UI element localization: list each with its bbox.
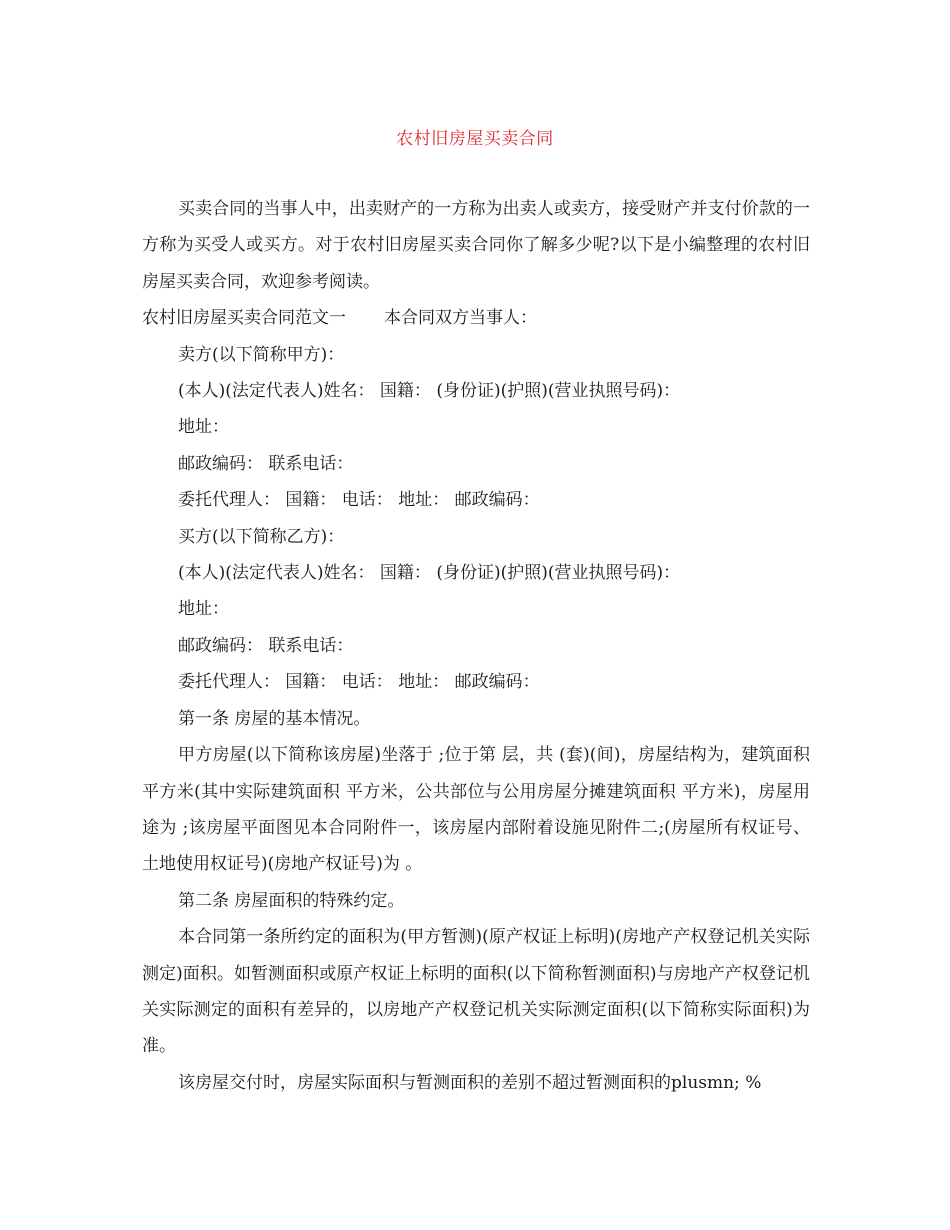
parties-heading: 本合同双方当事人：: [384, 308, 537, 329]
seller-address: 地址：: [178, 417, 229, 438]
sample-heading: 农村旧房屋买卖合同范文一: [142, 308, 346, 329]
article2-title: 第二条 房屋面积的特殊约定。: [178, 890, 405, 911]
article2-text: 本合同第一条所约定的面积为(甲方暂测)(原产权证上标明)(房地产产权登记机关实际测定)面积。如暂测面积或原产权证上标明的面积(以下简称暂测面积)与房地产产权登记机关实际测定的面积有差异的，以房地产产权登记机关实际测定面积(以下简称实际面积)为准。: [142, 927, 810, 1057]
article2-delivery: 该房屋交付时，房屋实际面积与暂测面积的差别不超过暂测面积的plusmn; %: [178, 1072, 762, 1093]
document-body: [142, 191, 810, 1101]
article1-title: 第一条 房屋的基本情况。: [178, 708, 371, 729]
buyer-address: 地址：: [178, 599, 229, 620]
seller-postal: 邮政编码： 联系电话：: [178, 453, 354, 474]
buyer-identity: (本人)(法定代表人)姓名： 国籍： (身份证)(护照)(营业执照号码)：: [178, 563, 681, 584]
intro-paragraph: 买卖合同的当事人中，出卖财产的一方称为出卖人或卖方，接受财产并支付价款的一方称为买受人或买方。对于农村旧房屋买卖合同你了解多少呢?以下是小编整理的农村旧房屋买卖合同，欢迎参考阅读。: [142, 199, 810, 292]
seller-agent: 委托代理人： 国籍： 电话： 地址： 邮政编码：: [178, 490, 540, 511]
buyer-label: 买方(以下简称乙方)：: [178, 526, 345, 547]
article1-text: 甲方房屋(以下简称该房屋)坐落于 ;位于第 层，共 (套)(间)，房屋结构为，建筑面积 平方米(其中实际建筑面积 平方米，公共部位与公用房屋分摊建筑面积 平方米)，房屋用途为 ;该房屋平面图见本合同附件一，该房屋内部附着设施见附件二;(房屋所有权证号、土地使用权证号)(房地产权证号)为 。: [142, 745, 810, 875]
sample-heading-line: [142, 300, 810, 336]
seller-label: 卖方(以下简称甲方)：: [178, 344, 345, 365]
document-title: 农村旧房屋买卖合同: [396, 129, 554, 149]
buyer-agent: 委托代理人： 国籍： 电话： 地址： 邮政编码：: [178, 672, 540, 693]
seller-identity: (本人)(法定代表人)姓名： 国籍： (身份证)(护照)(营业执照号码)：: [178, 381, 681, 402]
buyer-postal: 邮政编码： 联系电话：: [178, 635, 354, 656]
